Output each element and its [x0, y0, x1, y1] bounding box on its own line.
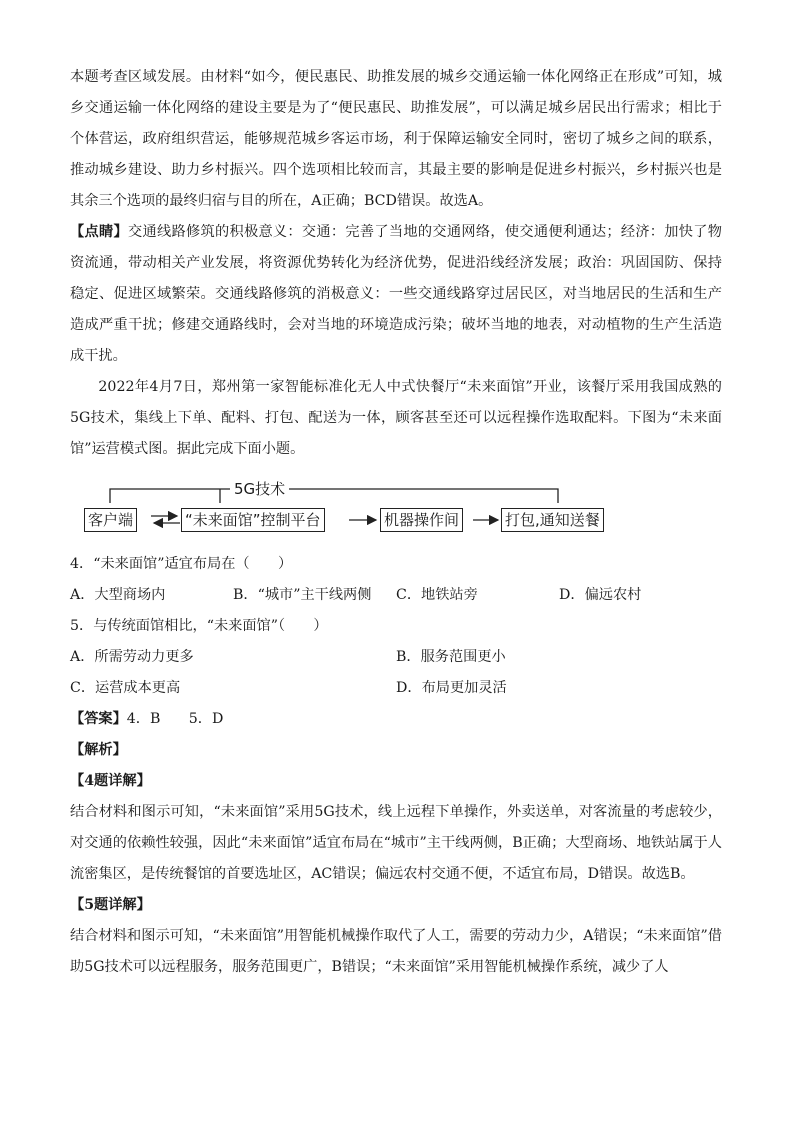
- option-5a: A．所需劳动力更多: [70, 649, 194, 665]
- option-4d: D．偏远农村: [559, 587, 642, 603]
- q4-detail-text: 结合材料和图示可知，“未来面馆”采用5G技术，线上远程下单操作，外卖送单，对客流量的考虑较少，对交通的依赖性较强，因此“未来面馆”适宜布局在“城市”主干线两侧，B正确；大型商场、地铁站属于人流密集区，是传统餐馆的首要选址区，AC错误；偏远农村交通不便，不适宜布局，D错误。故选B。: [70, 804, 722, 882]
- option-5c: C．运营成本更高: [70, 680, 181, 696]
- question-5-options-row1: [70, 642, 722, 673]
- 5g-link-line: [110, 489, 558, 503]
- box-client: 客户端: [84, 508, 137, 532]
- tip-tag: 【点睛】: [70, 224, 128, 240]
- option-4c: C．地铁站旁: [396, 587, 478, 603]
- question-5-options-row2: [70, 673, 722, 704]
- answer-tag: 【答案】: [70, 711, 127, 727]
- document-page: [70, 62, 722, 983]
- question-4-options: [70, 580, 722, 611]
- paragraph-material: 2022年4月7日，郑州第一家智能标准化无人中式快餐厅“未来面馆”开业，该餐厅采用我国成熟的5G技术，集线上下单、配料、打包、配送为一体，顾客甚至还可以远程操作选取配料。下图为“未来面馆”运营模式图。据此完成下面小题。: [70, 379, 722, 457]
- question-5-stem: 5．与传统面馆相比，“未来面馆”（ ）: [70, 618, 328, 634]
- answer-text: 4．B 5．D: [126, 711, 224, 727]
- question-4-stem: 4．“未来面馆”适宜布局在（ ）: [70, 556, 293, 572]
- option-5d: D．布局更加灵活: [396, 680, 507, 696]
- option-4a: A．大型商场内: [70, 587, 166, 603]
- q5-detail-text: 结合材料和图示可知，“未来面馆”用智能机械操作取代了人工，需要的劳动力少，A错误；“未来面馆”借助5G技术可以远程服务，服务范围更广，B错误；“未来面馆”采用智能机械操作系统，减少了人: [70, 928, 722, 975]
- paragraph-explanation-q3: 本题考查区域发展。由材料“如今，便民惠民、助推发展的城乡交通运输一体化网络正在形成”可知，城乡交通运输一体化网络的建设主要是为了“便民惠民、助推发展”，可以满足城乡居民出行需求；相比于个体营运，政府组织营运，能够规范城乡客运市场，利于保障运输安全同时，密切了城乡之间的联系，推动城乡建设、助力乡村振兴。四个选项相比较而言，其最主要的影响是促进乡村振兴，乡村振兴也是其余三个选项的最终归宿与目的所在，A正确；BCD错误。故选A。: [70, 69, 722, 209]
- box-packing-delivery: 打包,通知送餐: [501, 508, 604, 532]
- option-5b: B．服务范围更小: [396, 649, 506, 665]
- analysis-heading: 【解析】: [70, 742, 127, 758]
- paragraph-tip: [70, 217, 722, 372]
- q4-detail-heading: 【4题详解】: [70, 773, 151, 789]
- answer-line: [70, 704, 722, 735]
- label-5g-tech: 5G技术: [230, 478, 289, 499]
- option-4b: B．“城市”主干线两侧: [233, 587, 372, 603]
- operation-mode-diagram: [70, 469, 722, 541]
- q5-detail-heading: 【5题详解】: [70, 897, 151, 913]
- box-machine-room: 机器操作间: [380, 508, 463, 532]
- tip-text: 交通线路修筑的积极意义：交通：完善了当地的交通网络，使交通便利通达；经济：加快了物资流通，带动相关产业发展，将资源优势转化为经济优势，促进沿线经济发展；政治：巩固国防、保持稳定、促进区域繁荣。交通线路修筑的消极意义：一些交通线路穿过居民区，对当地居民的生活和生产造成严重干扰；修建交通路线时，会对当地的环境造成污染；破坏当地的地表，对动植物的生产生活造成干扰。: [70, 224, 722, 364]
- box-control-platform: “未来面馆”控制平台: [181, 508, 325, 532]
